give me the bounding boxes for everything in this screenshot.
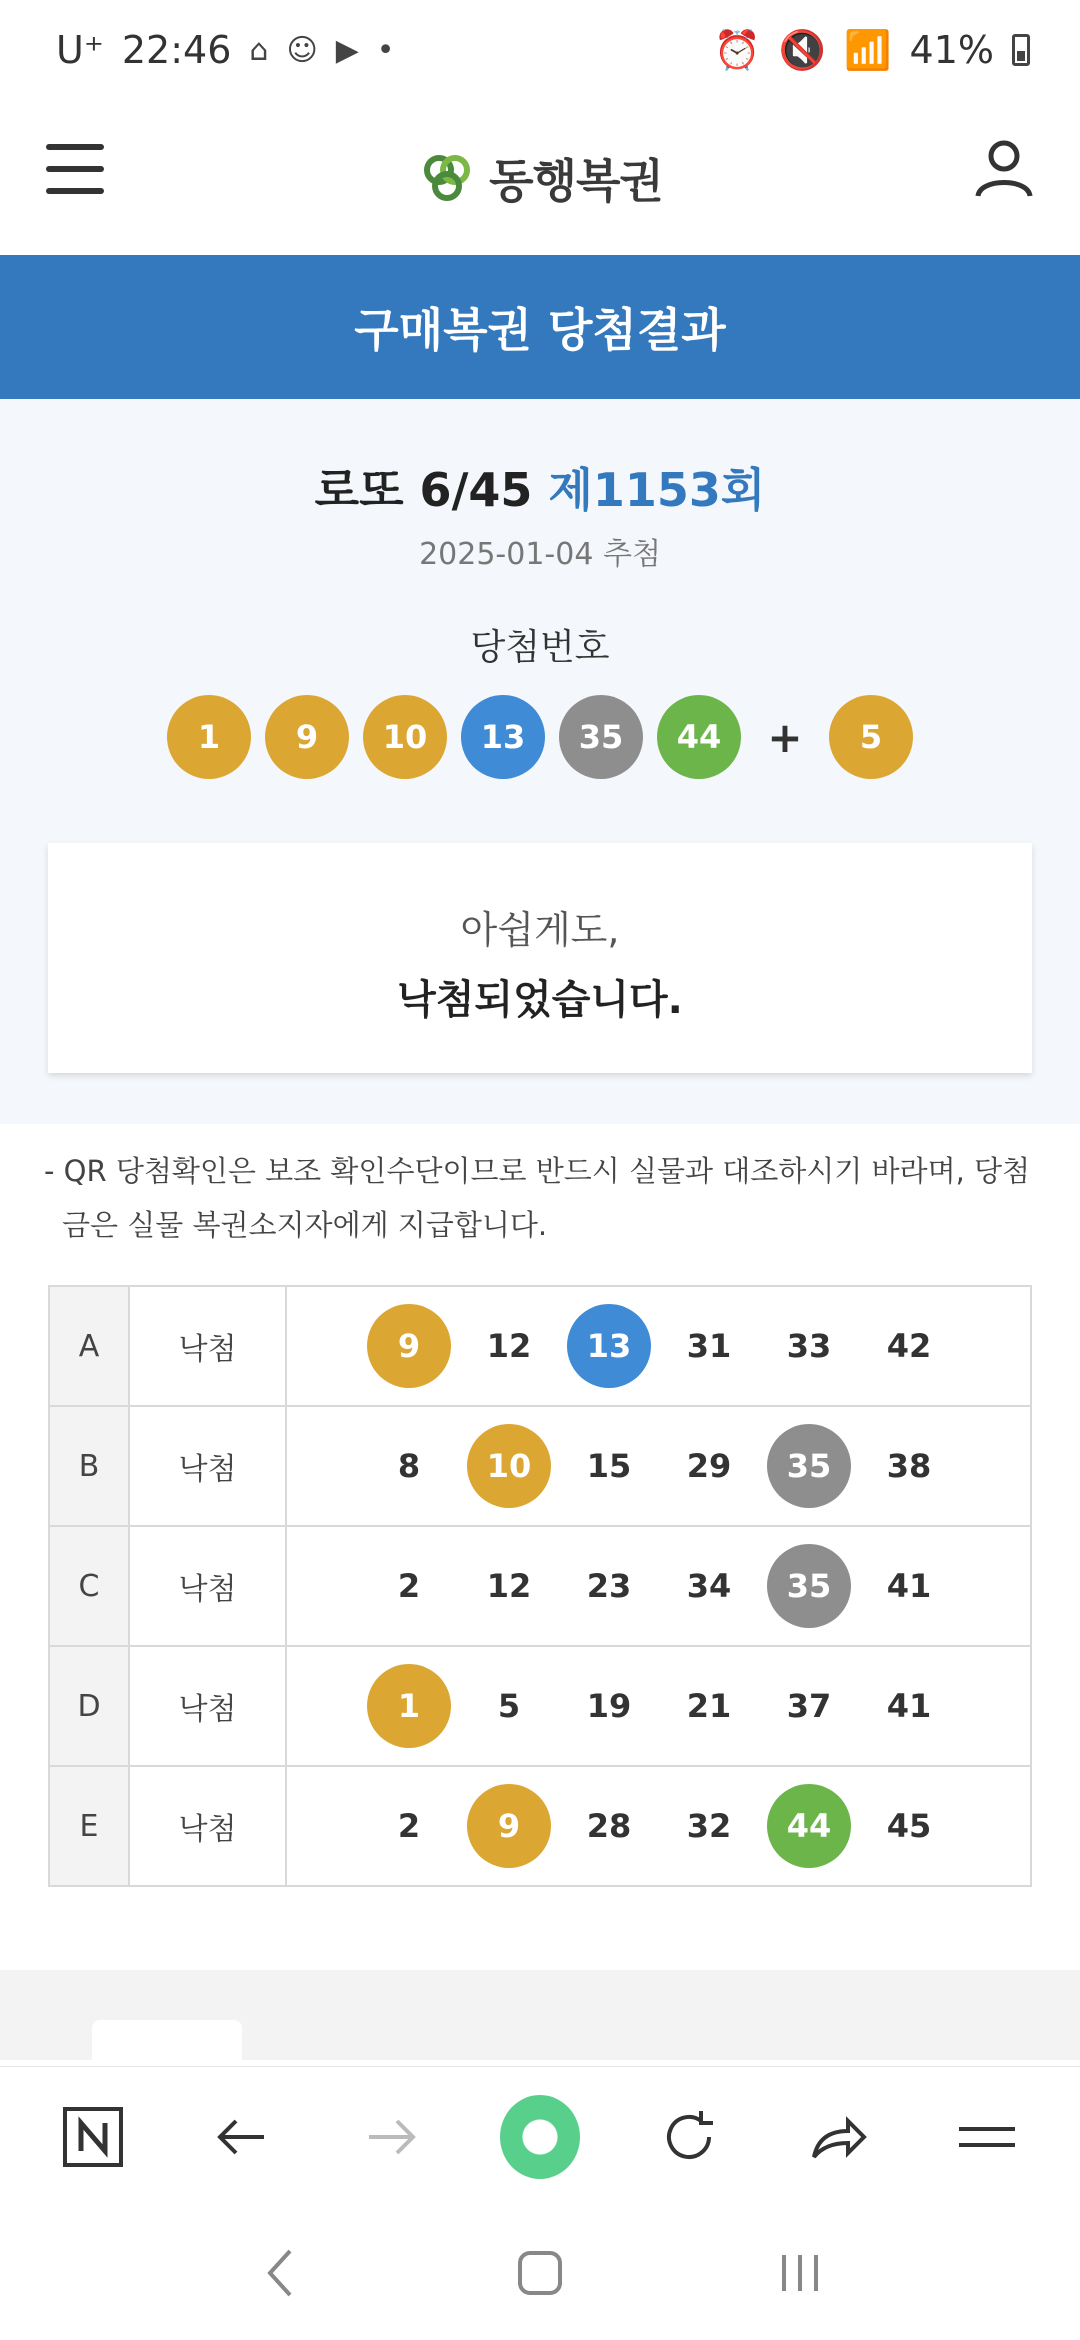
result-area <box>0 399 1080 1124</box>
ticket-numbers <box>286 1526 1031 1646</box>
system-back-icon[interactable] <box>240 2233 320 2313</box>
result-message-line2: 낙첨되었습니다. <box>397 977 683 1023</box>
ticket-number: 9 <box>467 1784 551 1868</box>
ticket-number: 35 <box>767 1424 851 1508</box>
ticket-number: 12 <box>486 1567 532 1605</box>
naver-icon[interactable] <box>53 2097 133 2177</box>
ticket-result: 낙첨 <box>129 1646 286 1766</box>
ticket-numbers <box>286 1646 1031 1766</box>
refresh-icon[interactable] <box>649 2097 729 2177</box>
clock: 22:46 <box>121 28 232 72</box>
alarm-icon: ⏰ <box>713 27 761 72</box>
ticket-table <box>48 1285 1032 1887</box>
winning-ball: 35 <box>559 695 643 779</box>
table-row <box>49 1766 1031 1886</box>
logo-text: 동행복권 <box>489 154 663 208</box>
table-row <box>49 1286 1031 1406</box>
status-right <box>714 28 1030 73</box>
ticket-letter: C <box>49 1526 129 1646</box>
result-message-line1: 아쉽게도, <box>460 908 620 952</box>
clover-logo-icon <box>417 148 477 208</box>
ticket-number: 41 <box>886 1687 932 1725</box>
app-header <box>0 100 1080 256</box>
ticket-result: 낙첨 <box>129 1766 286 1886</box>
browser-toolbar <box>0 2066 1080 2206</box>
system-recents-icon[interactable] <box>760 2233 840 2313</box>
user-icon[interactable] <box>972 136 1036 200</box>
ticket-number: 10 <box>467 1424 551 1508</box>
winning-ball: 9 <box>265 695 349 779</box>
home-icon: ⌂ <box>249 32 269 68</box>
ticket-number: 5 <box>497 1687 521 1725</box>
winning-ball: 13 <box>461 695 545 779</box>
ticket-number: 34 <box>686 1567 732 1605</box>
menu-icon[interactable] <box>46 144 104 194</box>
ticket-number: 8 <box>397 1447 421 1485</box>
qr-notice: - QR 당첨확인은 보조 확인수단이므로 반드시 실물과 대조하시기 바라며, 당첨금은 실물 복권소지자에게 지급합니다. <box>44 1154 1031 1242</box>
ticket-number: 21 <box>686 1687 732 1725</box>
ticket-number: 1 <box>367 1664 451 1748</box>
draw-date: 2025-01-04 추첨 <box>419 537 661 572</box>
ticket-result: 낙첨 <box>129 1406 286 1526</box>
forward-arrow-icon[interactable] <box>351 2097 431 2177</box>
ticket-letter: B <box>49 1406 129 1526</box>
battery-percent: 41% <box>909 28 994 72</box>
home-button-icon[interactable] <box>500 2097 580 2177</box>
page-title: 구매복권 당첨결과 <box>0 255 1080 399</box>
ticket-number: 41 <box>886 1567 932 1605</box>
ticket-number: 44 <box>767 1784 851 1868</box>
winning-ball: 10 <box>363 695 447 779</box>
round-number: 제1153회 <box>548 463 766 517</box>
wifi-icon: 📶 <box>844 27 892 72</box>
winning-ball: 44 <box>657 695 741 779</box>
mute-icon: 🔇 <box>778 27 827 72</box>
game-title <box>0 454 1080 520</box>
youtube-icon: ▶ <box>335 32 359 68</box>
ticket-letter: E <box>49 1766 129 1886</box>
ticket-number: 29 <box>686 1447 732 1485</box>
ticket-number: 15 <box>586 1447 632 1485</box>
ticket-number: 28 <box>586 1807 632 1845</box>
ticket-number: 37 <box>786 1687 832 1725</box>
ticket-number: 19 <box>586 1687 632 1725</box>
bonus-ball: 5 <box>829 695 913 779</box>
status-left <box>56 28 395 72</box>
footer-strip <box>0 1970 1080 2060</box>
table-row <box>49 1406 1031 1526</box>
game-name: 로또 6/45 <box>314 463 533 517</box>
ticket-number: 23 <box>586 1567 632 1605</box>
share-icon[interactable] <box>798 2097 878 2177</box>
system-home-icon[interactable] <box>500 2233 580 2313</box>
ticket-result: 낙첨 <box>129 1526 286 1646</box>
ticket-number: 9 <box>367 1304 451 1388</box>
ticket-number: 33 <box>786 1327 832 1365</box>
battery-icon <box>1012 34 1030 66</box>
table-row <box>49 1526 1031 1646</box>
ticket-letter: A <box>49 1286 129 1406</box>
ticket-numbers <box>286 1766 1031 1886</box>
ticket-number: 31 <box>686 1327 732 1365</box>
result-message-card <box>48 843 1032 1073</box>
ticket-number: 45 <box>886 1807 932 1845</box>
back-arrow-icon[interactable] <box>202 2097 282 2177</box>
ticket-number: 38 <box>886 1447 932 1485</box>
logo[interactable] <box>417 145 663 211</box>
plus-sign: + <box>767 712 803 762</box>
ticket-result: 낙첨 <box>129 1286 286 1406</box>
status-bar <box>0 0 1080 100</box>
ticket-number: 12 <box>486 1327 532 1365</box>
carrier-label: U⁺ <box>56 28 104 72</box>
winning-numbers <box>0 695 1080 779</box>
dot-icon: • <box>376 32 395 68</box>
winning-numbers-label: 당첨번호 <box>470 627 610 668</box>
winning-ball: 1 <box>167 695 251 779</box>
ticket-number: 42 <box>886 1327 932 1365</box>
menu-lines-icon[interactable] <box>947 2097 1027 2177</box>
ticket-numbers <box>286 1406 1031 1526</box>
system-nav-bar <box>0 2206 1080 2340</box>
ticket-number: 35 <box>767 1544 851 1628</box>
ticket-number: 32 <box>686 1807 732 1845</box>
ticket-numbers <box>286 1286 1031 1406</box>
ticket-letter: D <box>49 1646 129 1766</box>
table-row <box>49 1646 1031 1766</box>
ticket-number: 2 <box>397 1567 421 1605</box>
ticket-number: 2 <box>397 1807 421 1845</box>
face-icon: ☺ <box>286 32 318 68</box>
ticket-number: 13 <box>567 1304 651 1388</box>
